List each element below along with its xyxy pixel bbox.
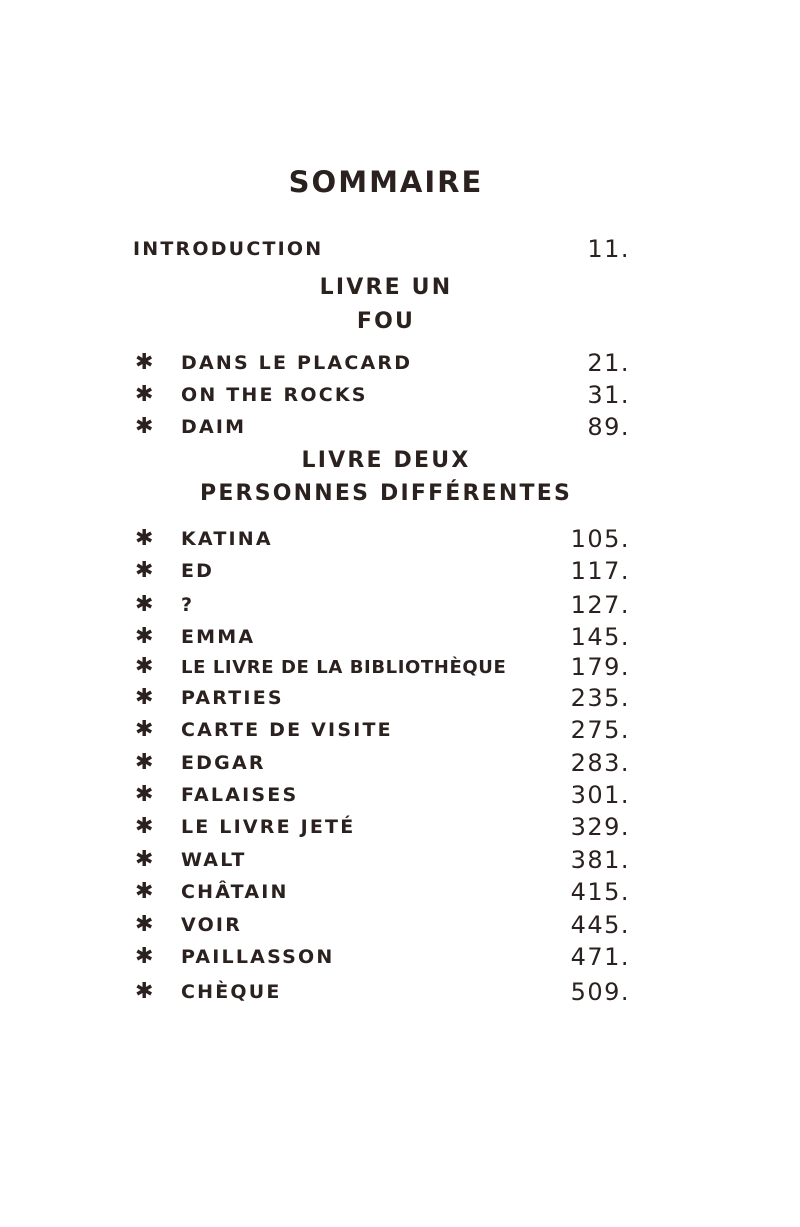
- page-title: SOMMAIRE: [288, 165, 484, 199]
- asterisk-icon: ✱: [135, 782, 154, 807]
- entry-label: INTRODUCTION: [133, 238, 324, 260]
- asterisk-icon: ✱: [135, 750, 154, 775]
- asterisk-icon: ✱: [135, 685, 154, 710]
- toc-entry: [135, 778, 630, 812]
- entry-label: KATINA: [181, 528, 273, 550]
- asterisk-icon: ✱: [135, 944, 154, 969]
- entry-label: CARTE DE VISITE: [181, 719, 393, 741]
- entry-page-number: 415.: [570, 878, 630, 906]
- asterisk-icon: ✱: [135, 382, 154, 407]
- toc-entry: [135, 410, 630, 444]
- entry-page-number: 471.: [570, 943, 630, 971]
- entry-page-number: 11.: [587, 235, 630, 263]
- entry-page-number: 445.: [570, 911, 630, 939]
- asterisk-icon: ✱: [135, 526, 154, 551]
- entry-page-number: 179.: [570, 653, 630, 681]
- toc-entry: [135, 681, 630, 715]
- part-heading: LIVRE DEUX: [301, 448, 471, 473]
- part-heading: LIVRE UN: [319, 275, 453, 300]
- entry-page-number: 301.: [570, 781, 630, 809]
- toc-entry: [135, 875, 630, 909]
- toc-entry: [135, 346, 630, 380]
- asterisk-icon: ✱: [135, 624, 154, 649]
- toc-entry: [135, 975, 630, 1009]
- entry-page-number: 381.: [570, 846, 630, 874]
- toc-entry: [135, 554, 630, 588]
- entry-page-number: 117.: [570, 557, 630, 585]
- toc-entry-introduction: [133, 232, 630, 266]
- entry-page-number: 127.: [570, 591, 630, 619]
- entry-label: ON THE ROCKS: [181, 384, 368, 406]
- entry-page-number: 89.: [587, 413, 630, 441]
- toc-entry: [135, 843, 630, 877]
- asterisk-icon: ✱: [135, 847, 154, 872]
- entry-page-number: 275.: [570, 716, 630, 744]
- toc-entry: [135, 746, 630, 780]
- toc-entry: [135, 378, 630, 412]
- entry-page-number: 329.: [570, 813, 630, 841]
- toc-entry: [135, 620, 630, 654]
- asterisk-icon: ✱: [135, 350, 154, 375]
- entry-label: PARTIES: [181, 687, 284, 709]
- asterisk-icon: ✱: [135, 592, 154, 617]
- toc-entry: [135, 908, 630, 942]
- asterisk-icon: ✱: [135, 912, 154, 937]
- entry-page-number: 21.: [587, 349, 630, 377]
- part-subtitle: FOU: [356, 309, 416, 334]
- part-subtitle: PERSONNES DIFFÉRENTES: [200, 481, 572, 506]
- entry-label: CHÈQUE: [181, 981, 282, 1003]
- entry-label: ED: [181, 560, 215, 582]
- entry-page-number: 31.: [587, 381, 630, 409]
- entry-page-number: 235.: [570, 684, 630, 712]
- asterisk-icon: ✱: [135, 414, 154, 439]
- entry-page-number: 105.: [570, 525, 630, 553]
- toc-entry: [135, 713, 630, 747]
- toc-entry: [135, 588, 630, 622]
- entry-label: ?: [181, 594, 195, 616]
- entry-label: DAIM: [181, 416, 247, 438]
- entry-label: EMMA: [181, 626, 256, 648]
- entry-label: VOIR: [181, 914, 243, 936]
- toc-entry: [135, 650, 630, 684]
- entry-label: PAILLASSON: [181, 946, 335, 968]
- entry-page-number: 283.: [570, 749, 630, 777]
- asterisk-icon: ✱: [135, 814, 154, 839]
- entry-label: LE LIVRE DE LA BIBLIOTHÈQUE: [181, 656, 507, 678]
- entry-label: CHÂTAIN: [181, 881, 289, 903]
- entry-label: WALT: [181, 849, 247, 871]
- asterisk-icon: ✱: [135, 879, 154, 904]
- entry-label: DANS LE PLACARD: [181, 352, 413, 374]
- entry-page-number: 509.: [570, 978, 630, 1006]
- entry-page-number: 145.: [570, 623, 630, 651]
- asterisk-icon: ✱: [135, 654, 154, 679]
- asterisk-icon: ✱: [135, 979, 154, 1004]
- toc-entry: [135, 810, 630, 844]
- entry-label: LE LIVRE JETÉ: [181, 816, 356, 838]
- asterisk-icon: ✱: [135, 558, 154, 583]
- asterisk-icon: ✱: [135, 717, 154, 742]
- entry-label: EDGAR: [181, 752, 266, 774]
- toc-entry: [135, 522, 630, 556]
- toc-entry: [135, 940, 630, 974]
- entry-label: FALAISES: [181, 784, 299, 806]
